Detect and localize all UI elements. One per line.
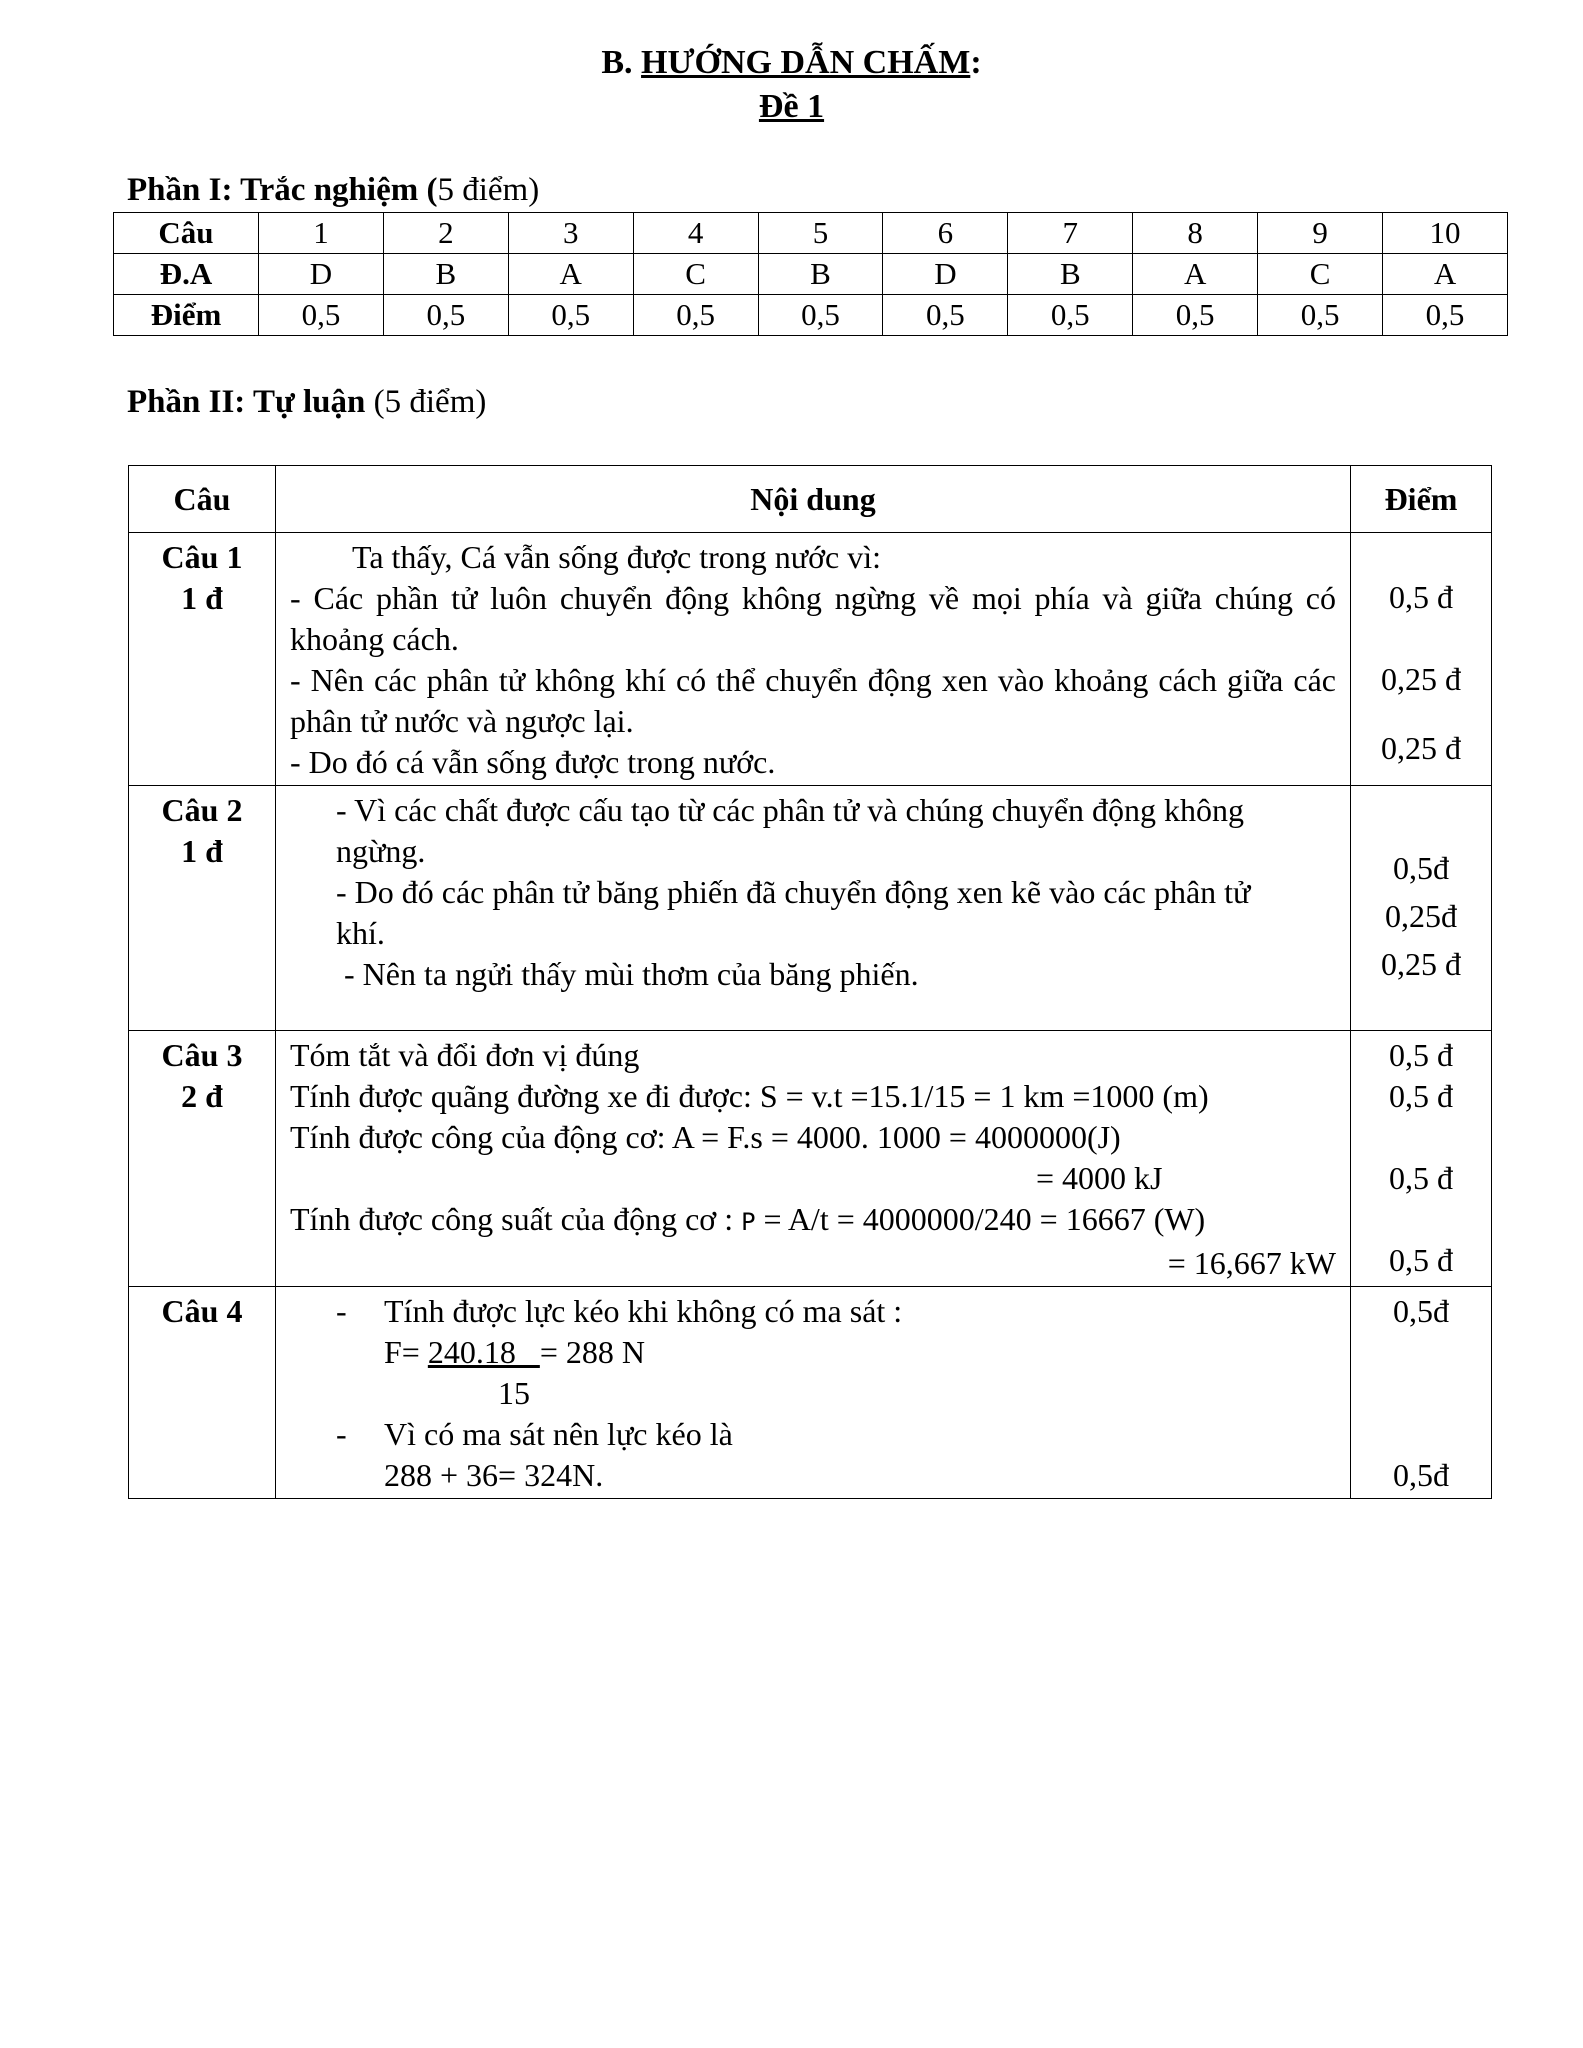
score-value: 0,5đ: [1393, 1457, 1449, 1493]
question-number: 10: [1383, 213, 1508, 254]
answer-cell: A: [1133, 254, 1258, 295]
question-number: 9: [1258, 213, 1383, 254]
score-value: 0,5 đ: [1389, 579, 1453, 615]
content-cell: [276, 1287, 1351, 1499]
page-subtitle: [0, 88, 1583, 126]
content-cell: [276, 533, 1351, 786]
part2-heading: [127, 384, 486, 421]
part1-heading-rest: 5 điểm): [437, 172, 540, 208]
score-value: 0,25đ: [1385, 898, 1457, 934]
title-colon: :: [970, 44, 982, 81]
power-label: Tính được công suất của động cơ :: [290, 1201, 742, 1237]
points-cell: 0,5: [1008, 295, 1133, 336]
points-cell: 0,5: [1258, 295, 1383, 336]
question-cell: [129, 1031, 276, 1287]
points-cell: 0,5: [883, 295, 1008, 336]
part1-heading-bold: Phần I: Trắc nghiệm (: [127, 172, 438, 208]
score-cell: [1351, 1287, 1492, 1499]
answer-row: [114, 254, 1508, 295]
question-points: 1 đ: [181, 833, 223, 869]
content-line: - Nên các phân tử không khí có thể chuyển động xen vào khoảng cách giữa các phân tử nước và ngược lại.: [290, 662, 1336, 739]
content-line: Tính được công của động cơ: A = F.s = 4000. 1000 = 4000000(J): [290, 1119, 1121, 1155]
score-value: 0,5 đ: [1389, 1078, 1453, 1114]
score-value: 0,5đ: [1393, 850, 1449, 886]
content-line: Ta thấy, Cá vẫn sống được trong nước vì:: [352, 539, 881, 575]
content-line: Tính được quãng đường xe đi được: S = v.t =15.1/15 = 1 km =1000 (m): [290, 1078, 1209, 1114]
answer-cell: D: [259, 254, 384, 295]
content-cell: [276, 1031, 1351, 1287]
question-cell: [129, 1287, 276, 1499]
question-number: 1: [259, 213, 384, 254]
column-header: Điểm: [1351, 466, 1492, 533]
points-cell: 0,5: [758, 295, 883, 336]
question-number: 4: [633, 213, 758, 254]
score-value: 0,5 đ: [1389, 1037, 1453, 1073]
question-number: 2: [383, 213, 508, 254]
part2-heading-bold: Phần II: Tự luận: [127, 384, 366, 420]
formula-denominator: 15: [498, 1375, 530, 1411]
content-line: - Các phần tử luôn chuyển động không ngừng về mọi phía và giữa chúng có khoảng cách.: [290, 580, 1336, 657]
essay-table: [128, 465, 1492, 1499]
part2-heading-rest: (5 điểm): [365, 384, 487, 420]
content-cell: [276, 786, 1351, 1031]
content-line: - Nên ta ngửi thấy mùi thơm của băng phiến.: [336, 956, 919, 992]
content-line: [290, 1199, 1336, 1243]
table-header-row: [129, 466, 1492, 533]
question-number: 3: [508, 213, 633, 254]
question-label: Câu 2: [161, 792, 243, 828]
points-cell: 0,5: [383, 295, 508, 336]
table-row: [129, 786, 1492, 1031]
answer-cell: A: [508, 254, 633, 295]
section-prefix: B.: [601, 44, 633, 81]
table-row: [129, 1031, 1492, 1287]
question-cell: [129, 533, 276, 786]
row-label: Câu: [114, 213, 259, 254]
part1-heading: [127, 172, 539, 209]
question-number: 5: [758, 213, 883, 254]
answer-cell: D: [883, 254, 1008, 295]
score-value: 0,5đ: [1393, 1293, 1449, 1329]
table-row: [129, 1287, 1492, 1499]
score-value: 0,25 đ: [1381, 661, 1461, 697]
content-line: Tóm tắt và đổi đơn vị đúng: [290, 1037, 640, 1073]
question-label: Câu 4: [161, 1293, 243, 1329]
answer-cell: B: [1008, 254, 1133, 295]
question-label: Câu 3: [161, 1037, 243, 1073]
question-points: 1 đ: [181, 580, 223, 616]
bullet-text: Tính được lực kéo khi không có ma sát :: [384, 1293, 903, 1329]
score-value: 0,25 đ: [1381, 730, 1461, 766]
score-value: 0,5 đ: [1389, 1242, 1453, 1278]
multiple-choice-table: [113, 212, 1508, 336]
row-label: Điểm: [114, 295, 259, 336]
answer-cell: A: [1383, 254, 1508, 295]
answer-cell: B: [758, 254, 883, 295]
answer-cell: B: [383, 254, 508, 295]
formula-result: = 288 N: [539, 1334, 645, 1370]
bullet-dash: -: [336, 1293, 347, 1329]
power-formula: = A/t = 4000000/240 = 16667 (W): [755, 1201, 1206, 1237]
question-points: 2 đ: [181, 1078, 223, 1114]
column-header: Nội dung: [276, 466, 1351, 533]
points-cell: 0,5: [508, 295, 633, 336]
title-text: HƯỚNG DẪN CHẤM: [641, 44, 971, 81]
score-value: 0,25 đ: [1381, 946, 1461, 982]
question-cell: [129, 786, 276, 1031]
row-label: Đ.A: [114, 254, 259, 295]
points-row: [114, 295, 1508, 336]
formula-line: [290, 1332, 1336, 1373]
question-number: 6: [883, 213, 1008, 254]
formula-prefix: F=: [384, 1334, 428, 1370]
score-value: 0,5 đ: [1389, 1160, 1453, 1196]
subtitle-text: Đề 1: [758, 88, 825, 125]
bullet-text: Vì có ma sát nên lực kéo là: [384, 1416, 733, 1452]
content-line: - Do đó các phân tử băng phiến đã chuyển động xen kẽ vào các phân tử khí.: [336, 874, 1251, 951]
answer-cell: C: [1258, 254, 1383, 295]
answer-cell: C: [633, 254, 758, 295]
column-header: Câu: [129, 466, 276, 533]
score-cell: [1351, 1031, 1492, 1287]
points-cell: 0,5: [259, 295, 384, 336]
formula-numerator: 240.18: [427, 1334, 540, 1370]
question-number: 7: [1008, 213, 1133, 254]
content-line: = 4000 kJ: [1036, 1160, 1163, 1196]
score-cell: [1351, 533, 1492, 786]
points-cell: 0,5: [633, 295, 758, 336]
content-line: 288 + 36= 324N.: [384, 1457, 604, 1493]
score-cell: [1351, 786, 1492, 1031]
points-cell: 0,5: [1383, 295, 1508, 336]
content-line: - Do đó cá vẫn sống được trong nước.: [290, 744, 776, 780]
points-cell: 0,5: [1133, 295, 1258, 336]
question-label: Câu 1: [161, 539, 243, 575]
content-line: = 16,667 kW: [1167, 1245, 1336, 1281]
table-row: [129, 533, 1492, 786]
page-title: [0, 44, 1583, 82]
content-line: - Vì các chất được cấu tạo từ các phân tử và chúng chuyển động không ngừng.: [336, 792, 1245, 869]
content-line: [290, 1414, 1336, 1455]
question-number: 8: [1133, 213, 1258, 254]
content-line: [290, 1291, 1336, 1332]
question-row: [114, 213, 1508, 254]
bullet-dash: -: [336, 1416, 347, 1452]
power-symbol: P: [741, 1208, 756, 1236]
